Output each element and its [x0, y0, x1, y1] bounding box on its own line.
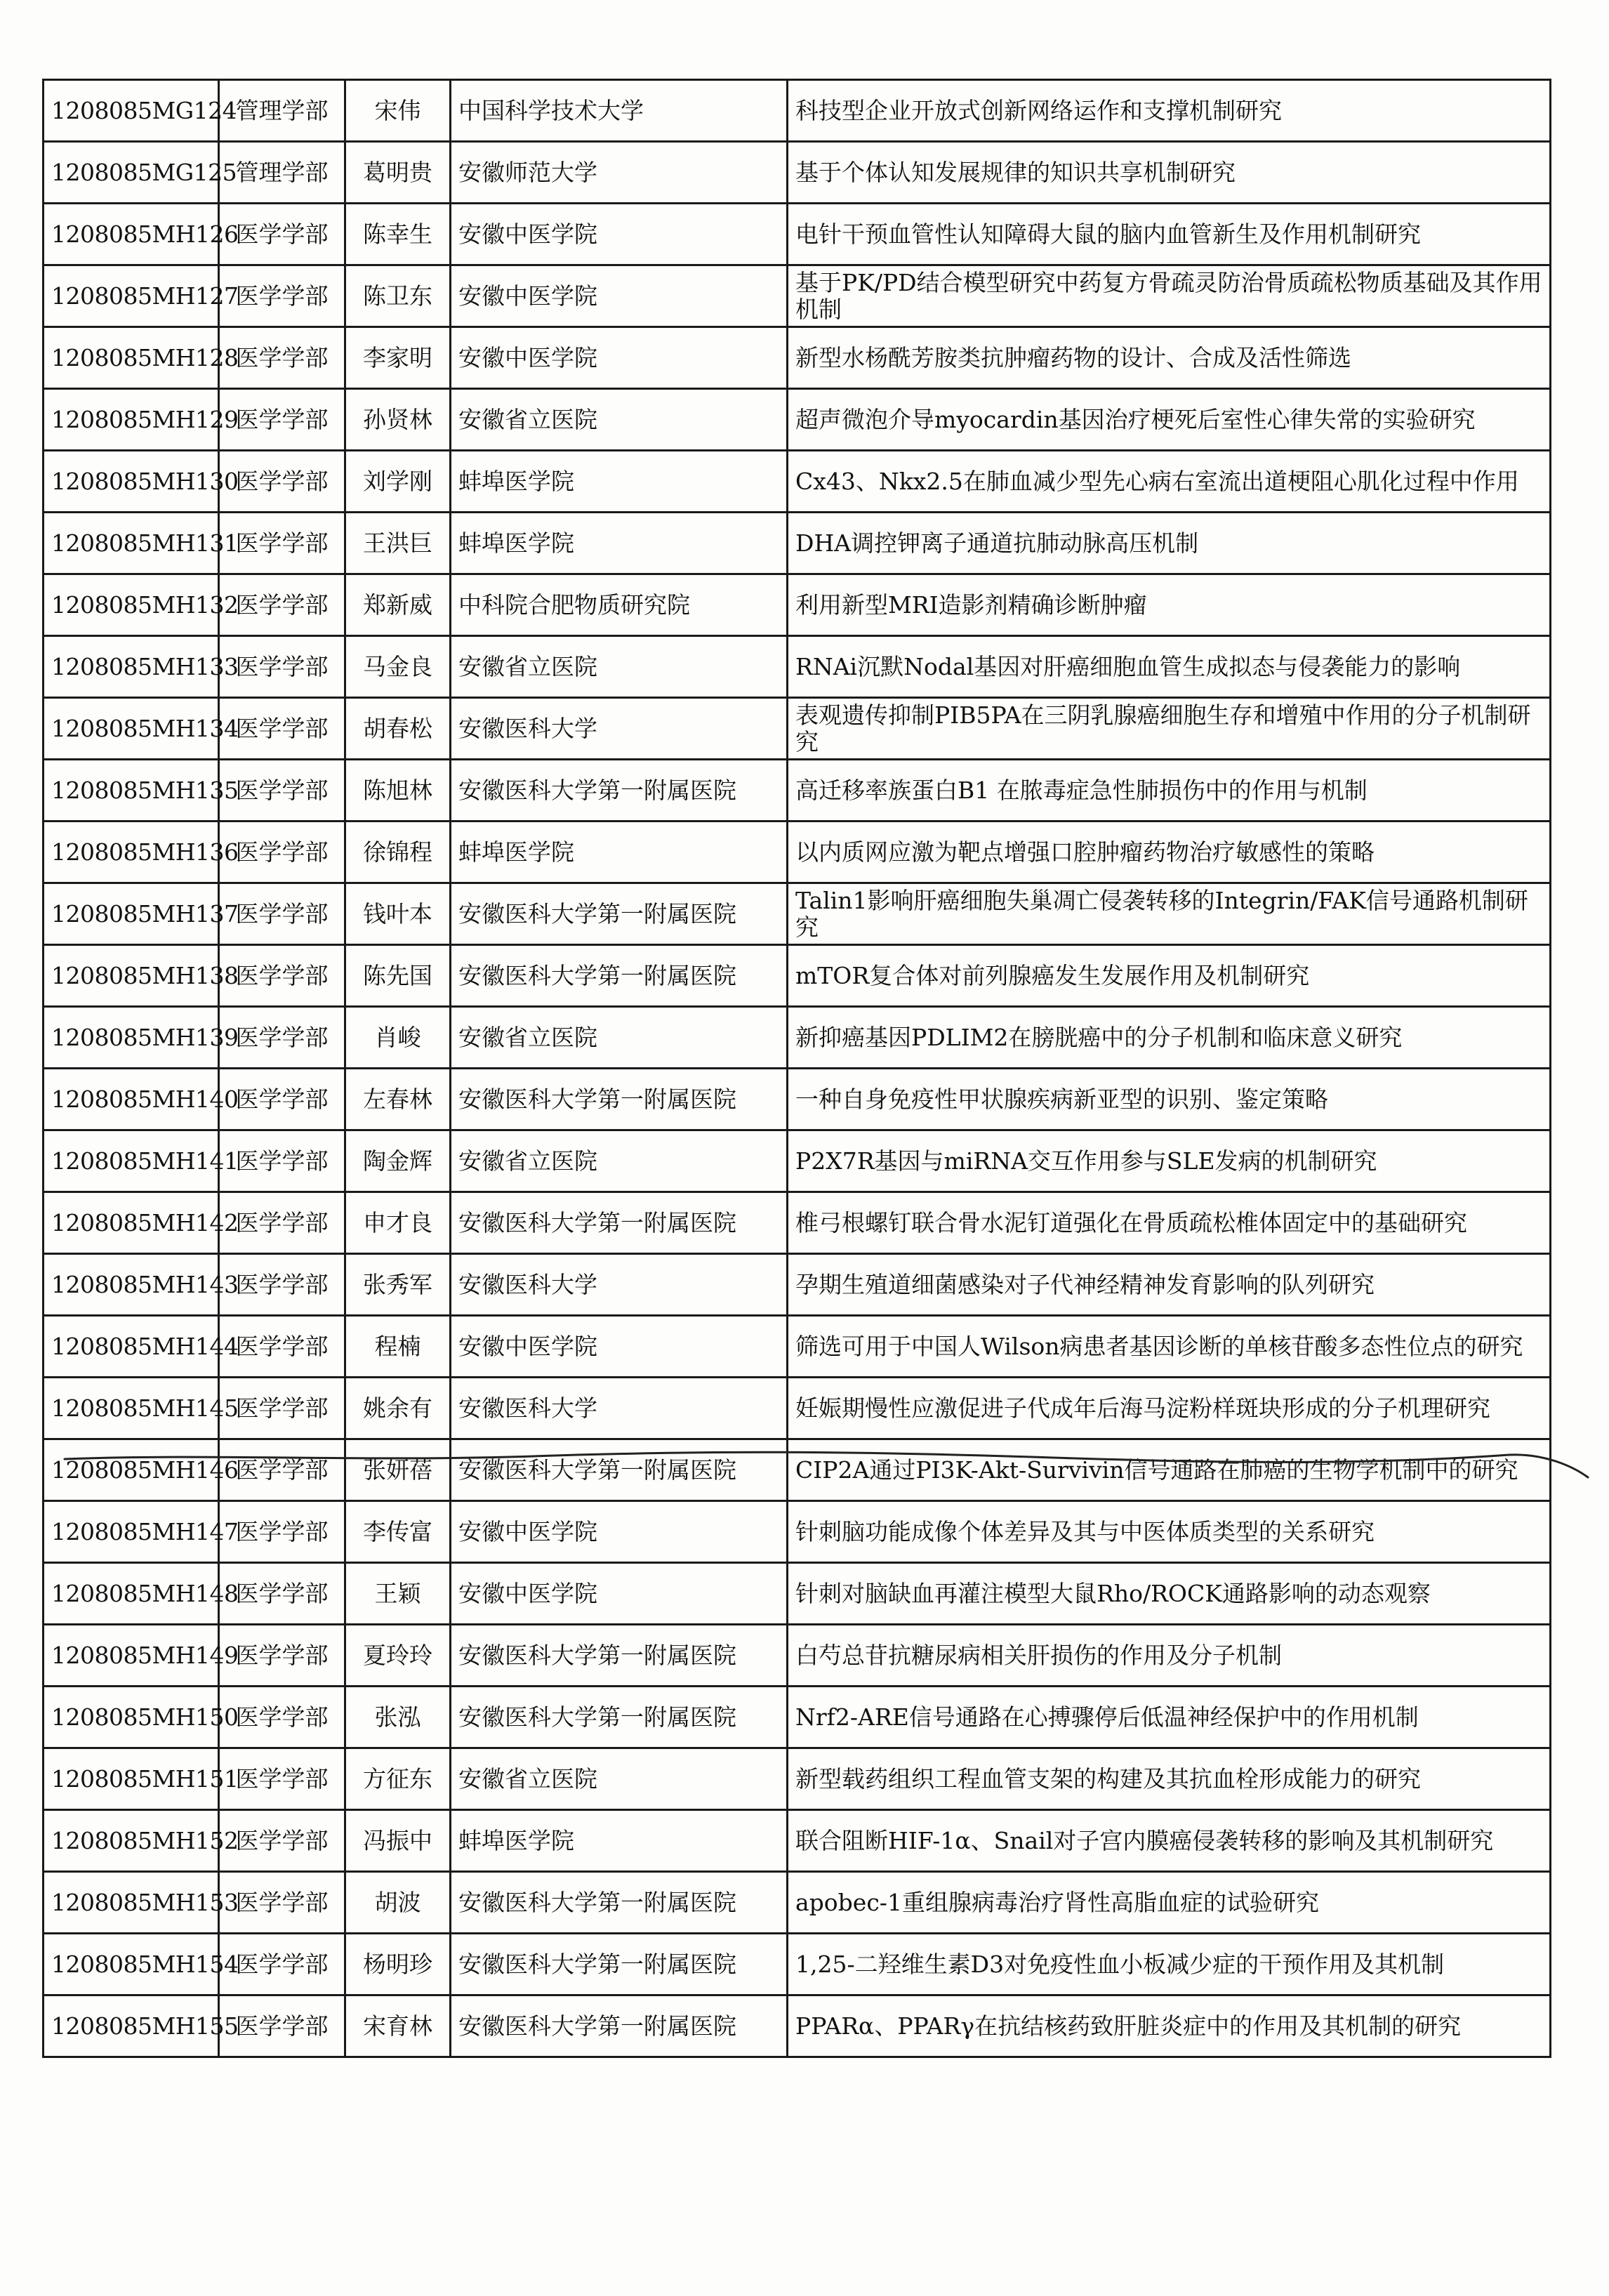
institution-cell: 安徽中医学院: [451, 265, 788, 327]
institution-cell: 蚌埠医学院: [451, 1810, 788, 1872]
institution-cell: 蚌埠医学院: [451, 513, 788, 574]
project-code-cell: 1208085MH153: [44, 1872, 219, 1934]
principal-investigator-cell: 陶金辉: [345, 1130, 451, 1192]
table-row: [44, 1810, 1551, 1872]
table-row: [44, 1687, 1551, 1748]
project-title-cell: CIP2A通过PI3K-Akt-Survivin信号通路在肺癌的生物学机制中的研究: [788, 1439, 1551, 1501]
principal-investigator-cell: 葛明贵: [345, 142, 451, 204]
department-cell: 医学学部: [219, 327, 345, 389]
table-row: [44, 389, 1551, 451]
institution-cell: 安徽医科大学第一附属医院: [451, 1192, 788, 1254]
institution-cell: 蚌埠医学院: [451, 822, 788, 883]
table-row: [44, 574, 1551, 636]
institution-cell: 安徽中医学院: [451, 327, 788, 389]
department-cell: 医学学部: [219, 1563, 345, 1625]
department-cell: 医学学部: [219, 945, 345, 1007]
table-row: [44, 1254, 1551, 1316]
project-code-cell: 1208085MH155: [44, 1995, 219, 2057]
project-code-cell: 1208085MH128: [44, 327, 219, 389]
principal-investigator-cell: 左春林: [345, 1069, 451, 1130]
institution-cell: 中科院合肥物质研究院: [451, 574, 788, 636]
institution-cell: 安徽医科大学第一附属医院: [451, 945, 788, 1007]
institution-cell: 中国科学技术大学: [451, 80, 788, 142]
project-title-cell: 以内质网应激为靶点增强口腔肿瘤药物治疗敏感性的策略: [788, 822, 1551, 883]
department-cell: 医学学部: [219, 513, 345, 574]
principal-investigator-cell: 姚余有: [345, 1378, 451, 1439]
institution-cell: 安徽医科大学: [451, 1254, 788, 1316]
project-title-cell: 联合阻断HIF-1α、Snail对子宫内膜癌侵袭转移的影响及其机制研究: [788, 1810, 1551, 1872]
project-code-cell: 1208085MH138: [44, 945, 219, 1007]
principal-investigator-cell: 李传富: [345, 1501, 451, 1563]
table-row: [44, 1748, 1551, 1810]
project-code-cell: 1208085MH134: [44, 698, 219, 760]
project-code-cell: 1208085MH154: [44, 1934, 219, 1995]
project-title-cell: 1,25-二羟维生素D3对免疫性血小板减少症的干预作用及其机制: [788, 1934, 1551, 1995]
project-code-cell: 1208085MH140: [44, 1069, 219, 1130]
institution-cell: 安徽中医学院: [451, 1501, 788, 1563]
principal-investigator-cell: 宋育林: [345, 1995, 451, 2057]
principal-investigator-cell: 孙贤林: [345, 389, 451, 451]
project-title-cell: 椎弓根螺钉联合骨水泥钉道强化在骨质疏松椎体固定中的基础研究: [788, 1192, 1551, 1254]
institution-cell: 安徽医科大学第一附属医院: [451, 1625, 788, 1687]
project-title-cell: 表观遗传抑制PIB5PA在三阴乳腺癌细胞生存和增殖中作用的分子机制研究: [788, 698, 1551, 760]
project-code-cell: 1208085MH142: [44, 1192, 219, 1254]
principal-investigator-cell: 李家明: [345, 327, 451, 389]
project-code-cell: 1208085MH126: [44, 204, 219, 265]
institution-cell: 安徽中医学院: [451, 1316, 788, 1378]
project-title-cell: Talin1影响肝癌细胞失巢凋亡侵袭转移的Integrin/FAK信号通路机制研究: [788, 883, 1551, 945]
department-cell: 医学学部: [219, 883, 345, 945]
table-row: [44, 822, 1551, 883]
department-cell: 医学学部: [219, 389, 345, 451]
project-code-cell: 1208085MH152: [44, 1810, 219, 1872]
project-code-cell: 1208085MH132: [44, 574, 219, 636]
project-title-cell: 孕期生殖道细菌感染对子代神经精神发育影响的队列研究: [788, 1254, 1551, 1316]
department-cell: 医学学部: [219, 1748, 345, 1810]
institution-cell: 安徽省立医院: [451, 1748, 788, 1810]
institution-cell: 安徽医科大学第一附属医院: [451, 1439, 788, 1501]
principal-investigator-cell: 杨明珍: [345, 1934, 451, 1995]
project-code-cell: 1208085MH139: [44, 1007, 219, 1069]
principal-investigator-cell: 方征东: [345, 1748, 451, 1810]
principal-investigator-cell: 程楠: [345, 1316, 451, 1378]
principal-investigator-cell: 王颖: [345, 1563, 451, 1625]
table-row: [44, 1439, 1551, 1501]
project-title-cell: P2X7R基因与miRNA交互作用参与SLE发病的机制研究: [788, 1130, 1551, 1192]
project-code-cell: 1208085MH135: [44, 760, 219, 822]
project-code-cell: 1208085MH141: [44, 1130, 219, 1192]
institution-cell: 安徽医科大学: [451, 1378, 788, 1439]
principal-investigator-cell: 张泓: [345, 1687, 451, 1748]
principal-investigator-cell: 夏玲玲: [345, 1625, 451, 1687]
institution-cell: 安徽中医学院: [451, 204, 788, 265]
project-title-cell: 基于个体认知发展规律的知识共享机制研究: [788, 142, 1551, 204]
department-cell: 医学学部: [219, 1625, 345, 1687]
table-row: [44, 945, 1551, 1007]
institution-cell: 安徽医科大学第一附属医院: [451, 1872, 788, 1934]
project-title-cell: RNAi沉默Nodal基因对肝癌细胞血管生成拟态与侵袭能力的影响: [788, 636, 1551, 698]
project-title-cell: 白芍总苷抗糖尿病相关肝损伤的作用及分子机制: [788, 1625, 1551, 1687]
department-cell: 医学学部: [219, 1439, 345, 1501]
institution-cell: 安徽医科大学: [451, 698, 788, 760]
department-cell: 医学学部: [219, 574, 345, 636]
principal-investigator-cell: 陈卫东: [345, 265, 451, 327]
project-code-cell: 1208085MH144: [44, 1316, 219, 1378]
project-title-cell: 新抑癌基因PDLIM2在膀胱癌中的分子机制和临床意义研究: [788, 1007, 1551, 1069]
table-row: [44, 883, 1551, 945]
department-cell: 医学学部: [219, 1934, 345, 1995]
table-row: [44, 1130, 1551, 1192]
project-title-cell: 超声微泡介导myocardin基因治疗梗死后室性心律失常的实验研究: [788, 389, 1551, 451]
institution-cell: 安徽医科大学第一附属医院: [451, 1934, 788, 1995]
project-title-cell: 基于PK/PD结合模型研究中药复方骨疏灵防治骨质疏松物质基础及其作用机制: [788, 265, 1551, 327]
grant-table-body: [44, 80, 1551, 2057]
institution-cell: 安徽医科大学第一附属医院: [451, 760, 788, 822]
project-code-cell: 1208085MH129: [44, 389, 219, 451]
principal-investigator-cell: 宋伟: [345, 80, 451, 142]
institution-cell: 安徽医科大学第一附属医院: [451, 1995, 788, 2057]
project-code-cell: 1208085MH133: [44, 636, 219, 698]
project-code-cell: 1208085MH131: [44, 513, 219, 574]
table-row: [44, 1501, 1551, 1563]
department-cell: 管理学部: [219, 142, 345, 204]
project-title-cell: mTOR复合体对前列腺癌发生发展作用及机制研究: [788, 945, 1551, 1007]
table-row: [44, 1378, 1551, 1439]
table-row: [44, 760, 1551, 822]
table-row: [44, 1007, 1551, 1069]
project-title-cell: 针刺脑功能成像个体差异及其与中医体质类型的关系研究: [788, 1501, 1551, 1563]
department-cell: 医学学部: [219, 636, 345, 698]
table-row: [44, 451, 1551, 513]
institution-cell: 安徽中医学院: [451, 1563, 788, 1625]
table-row: [44, 1872, 1551, 1934]
department-cell: 医学学部: [219, 1007, 345, 1069]
project-title-cell: 高迁移率族蛋白B1 在脓毒症急性肺损伤中的作用与机制: [788, 760, 1551, 822]
table-row: [44, 1625, 1551, 1687]
institution-cell: 安徽省立医院: [451, 636, 788, 698]
project-code-cell: 1208085MH127: [44, 265, 219, 327]
project-title-cell: 电针干预血管性认知障碍大鼠的脑内血管新生及作用机制研究: [788, 204, 1551, 265]
principal-investigator-cell: 胡波: [345, 1872, 451, 1934]
principal-investigator-cell: 申才良: [345, 1192, 451, 1254]
department-cell: 医学学部: [219, 1872, 345, 1934]
table-row: [44, 698, 1551, 760]
principal-investigator-cell: 郑新威: [345, 574, 451, 636]
table-row: [44, 204, 1551, 265]
principal-investigator-cell: 王洪巨: [345, 513, 451, 574]
project-code-cell: 1208085MH149: [44, 1625, 219, 1687]
department-cell: 医学学部: [219, 1501, 345, 1563]
department-cell: 医学学部: [219, 1995, 345, 2057]
project-title-cell: 筛选可用于中国人Wilson病患者基因诊断的单核苷酸多态性位点的研究: [788, 1316, 1551, 1378]
institution-cell: 安徽医科大学第一附属医院: [451, 1687, 788, 1748]
project-code-cell: 1208085MH151: [44, 1748, 219, 1810]
department-cell: 医学学部: [219, 1810, 345, 1872]
table-row: [44, 1192, 1551, 1254]
principal-investigator-cell: 马金良: [345, 636, 451, 698]
project-code-cell: 1208085MH145: [44, 1378, 219, 1439]
table-row: [44, 1995, 1551, 2057]
project-code-cell: 1208085MH136: [44, 822, 219, 883]
project-title-cell: 新型水杨酰芳胺类抗肿瘤药物的设计、合成及活性筛选: [788, 327, 1551, 389]
principal-investigator-cell: 钱叶本: [345, 883, 451, 945]
project-code-cell: 1208085MH148: [44, 1563, 219, 1625]
department-cell: 医学学部: [219, 451, 345, 513]
department-cell: 医学学部: [219, 204, 345, 265]
project-title-cell: 新型载药组织工程血管支架的构建及其抗血栓形成能力的研究: [788, 1748, 1551, 1810]
principal-investigator-cell: 陈旭林: [345, 760, 451, 822]
project-title-cell: 妊娠期慢性应激促进子代成年后海马淀粉样斑块形成的分子机理研究: [788, 1378, 1551, 1439]
department-cell: 医学学部: [219, 1254, 345, 1316]
principal-investigator-cell: 陈幸生: [345, 204, 451, 265]
table-row: [44, 265, 1551, 327]
principal-investigator-cell: 刘学刚: [345, 451, 451, 513]
institution-cell: 安徽医科大学第一附属医院: [451, 1069, 788, 1130]
project-title-cell: 科技型企业开放式创新网络运作和支撑机制研究: [788, 80, 1551, 142]
project-code-cell: 1208085MH137: [44, 883, 219, 945]
project-title-cell: 利用新型MRI造影剂精确诊断肿瘤: [788, 574, 1551, 636]
department-cell: 医学学部: [219, 1192, 345, 1254]
department-cell: 医学学部: [219, 760, 345, 822]
table-row: [44, 513, 1551, 574]
institution-cell: 安徽省立医院: [451, 389, 788, 451]
project-code-cell: 1208085MH150: [44, 1687, 219, 1748]
institution-cell: 蚌埠医学院: [451, 451, 788, 513]
principal-investigator-cell: 张秀军: [345, 1254, 451, 1316]
principal-investigator-cell: 肖峻: [345, 1007, 451, 1069]
table-row: [44, 1316, 1551, 1378]
institution-cell: 安徽医科大学第一附属医院: [451, 883, 788, 945]
project-code-cell: 1208085MH130: [44, 451, 219, 513]
table-row: [44, 80, 1551, 142]
table-row: [44, 1934, 1551, 1995]
department-cell: 医学学部: [219, 265, 345, 327]
principal-investigator-cell: 冯振中: [345, 1810, 451, 1872]
institution-cell: 安徽省立医院: [451, 1007, 788, 1069]
department-cell: 医学学部: [219, 1069, 345, 1130]
department-cell: 医学学部: [219, 1316, 345, 1378]
project-code-cell: 1208085MG125: [44, 142, 219, 204]
table-row: [44, 142, 1551, 204]
project-code-cell: 1208085MG124: [44, 80, 219, 142]
department-cell: 医学学部: [219, 1687, 345, 1748]
project-title-cell: 一种自身免疫性甲状腺疾病新亚型的识别、鉴定策略: [788, 1069, 1551, 1130]
project-title-cell: 针刺对脑缺血再灌注模型大鼠Rho/ROCK通路影响的动态观察: [788, 1563, 1551, 1625]
project-title-cell: PPARα、PPARγ在抗结核药致肝脏炎症中的作用及其机制的研究: [788, 1995, 1551, 2057]
department-cell: 医学学部: [219, 822, 345, 883]
project-code-cell: 1208085MH147: [44, 1501, 219, 1563]
department-cell: 医学学部: [219, 1130, 345, 1192]
table-row: [44, 636, 1551, 698]
department-cell: 医学学部: [219, 698, 345, 760]
project-code-cell: 1208085MH143: [44, 1254, 219, 1316]
institution-cell: 安徽师范大学: [451, 142, 788, 204]
principal-investigator-cell: 徐锦程: [345, 822, 451, 883]
department-cell: 管理学部: [219, 80, 345, 142]
project-code-cell: 1208085MH146: [44, 1439, 219, 1501]
grant-table: [42, 79, 1551, 2058]
principal-investigator-cell: 陈先国: [345, 945, 451, 1007]
table-row: [44, 1069, 1551, 1130]
department-cell: 医学学部: [219, 1378, 345, 1439]
table-row: [44, 327, 1551, 389]
principal-investigator-cell: 张妍蓓: [345, 1439, 451, 1501]
project-title-cell: Nrf2-ARE信号通路在心搏骤停后低温神经保护中的作用机制: [788, 1687, 1551, 1748]
institution-cell: 安徽省立医院: [451, 1130, 788, 1192]
table-row: [44, 1563, 1551, 1625]
project-title-cell: apobec-1重组腺病毒治疗肾性高脂血症的试验研究: [788, 1872, 1551, 1934]
principal-investigator-cell: 胡春松: [345, 698, 451, 760]
project-title-cell: Cx43、Nkx2.5在肺血减少型先心病右室流出道梗阻心肌化过程中作用: [788, 451, 1551, 513]
project-title-cell: DHA调控钾离子通道抗肺动脉高压机制: [788, 513, 1551, 574]
